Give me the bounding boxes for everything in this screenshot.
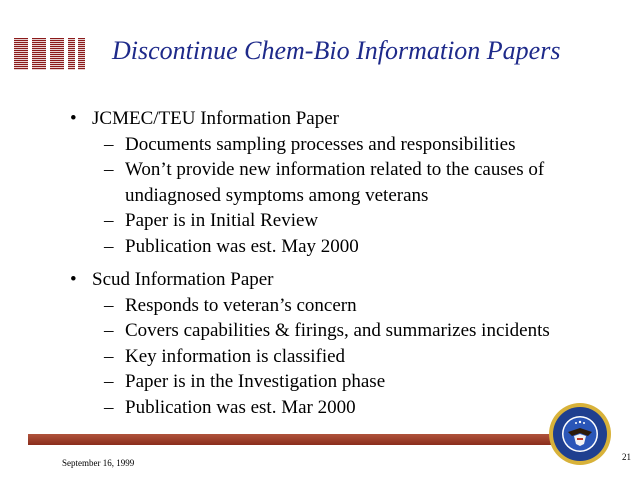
bullet-jcmec-paper (70, 106, 630, 132)
sub-item: – Key information is classified (104, 345, 346, 367)
slide-content (70, 106, 630, 420)
sub-item: – Paper is in the Investigation phase (104, 371, 386, 392)
striped-bars-logo-icon (14, 38, 86, 70)
sub-item: – Documents sampling processes and responsibilities (104, 133, 516, 155)
sub-item: – Covers capabilities & firings, and summarizes incidents (104, 320, 550, 341)
sub-item: – Responds to veteran’s concern (104, 294, 357, 316)
bullet-scud-paper (70, 267, 630, 293)
bullet-mark: • (70, 269, 77, 290)
sub-list (70, 293, 630, 421)
bullet-mark: • (70, 108, 77, 129)
slide-title: Discontinue Chem-Bio Information Papers (112, 36, 561, 65)
footer-divider-bar (28, 434, 552, 445)
bullet-heading: Scud Information Paper (92, 269, 274, 290)
sub-item: – Paper is in Initial Review (104, 210, 319, 231)
bullet-heading: JCMEC/TEU Information Paper (92, 108, 339, 129)
sub-item: – Won’t provide new information related to the causes of undiagnosed symptoms among veterans (104, 159, 545, 206)
sub-item: – Publication was est. May 2000 (104, 235, 359, 257)
footer-date: September 16, 1999 (62, 458, 135, 468)
sub-list (70, 132, 630, 260)
department-of-defense-seal-icon (548, 402, 612, 466)
sub-item: – Publication was est. Mar 2000 (104, 396, 356, 418)
page-number: 21 (622, 452, 631, 462)
